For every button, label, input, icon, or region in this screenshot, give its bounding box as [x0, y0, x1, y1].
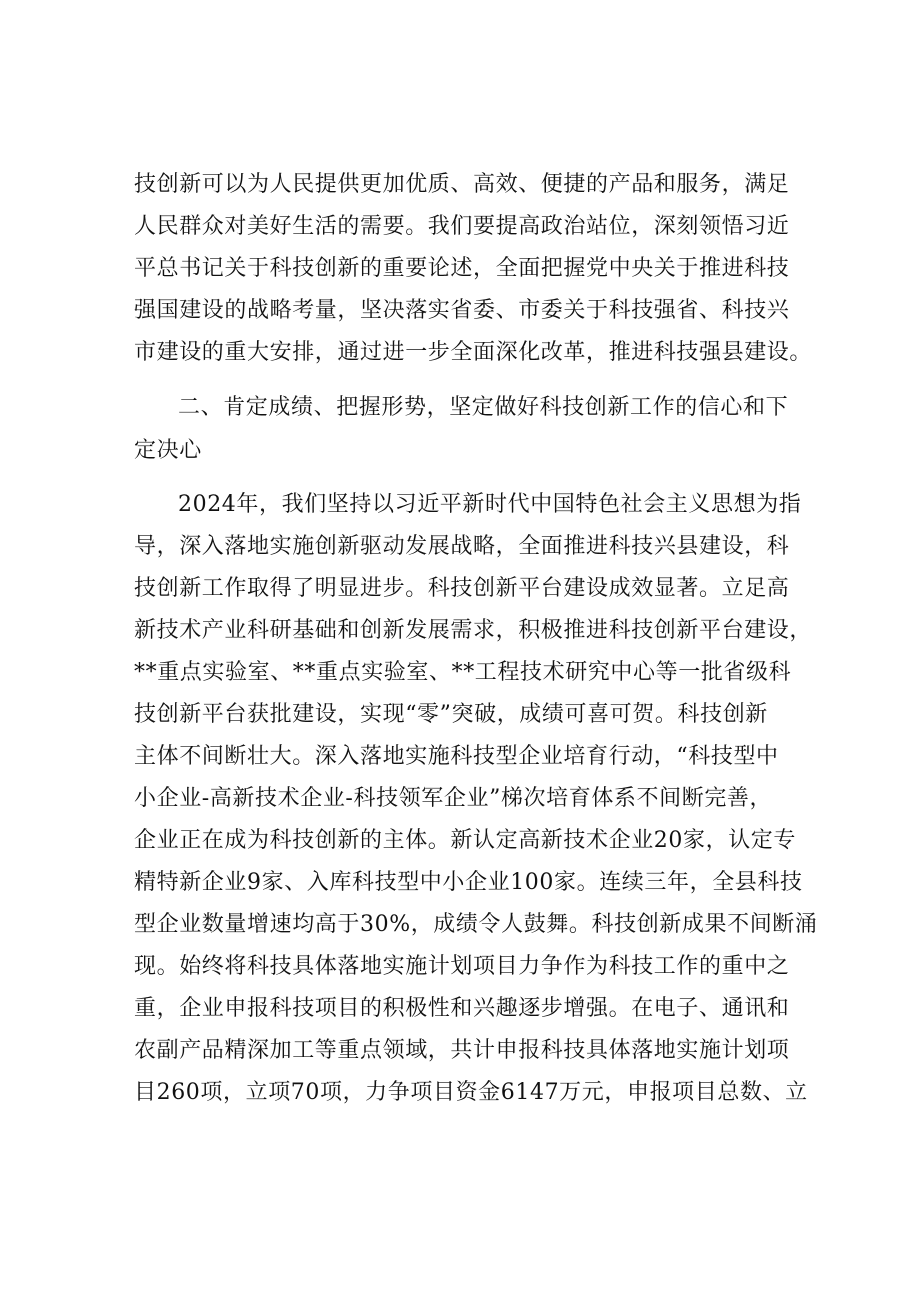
- text-line: 现。始终将科技具体落地实施计划项目力争作为科技工作的重中之: [134, 954, 790, 979]
- heading-line: 二、肯定成绩、把握形势，坚定做好科技创新工作的信心和下: [178, 395, 789, 420]
- text-line: 导，深入落地实施创新驱动发展战略，全面推进科技兴县建设，科: [134, 534, 790, 559]
- text-line: 小企业-高新技术企业-科技领军企业”梯次培育体系不间断完善，: [134, 786, 773, 811]
- text-line: 强国建设的战略考量，坚决落实省委、市委关于科技强省、科技兴: [134, 298, 790, 323]
- text-line: 重，企业申报科技项目的积极性和兴趣逐步增强。在电子、通讯和: [134, 996, 790, 1021]
- text-line: 2024年，我们坚持以习近平新时代中国特色社会主义思想为指: [178, 492, 802, 517]
- text-line: 市建设的重大安排，通过进一步全面深化改革，推进科技强县建设。: [134, 340, 813, 365]
- text-line: 主体不间断壮大。深入落地实施科技型企业培育行动，“科技型中: [134, 744, 779, 769]
- text-line: 精特新企业9家、入库科技型中小企业100家。连续三年，全县科技: [134, 870, 803, 895]
- text-line: 技创新平台获批建设，实现“零”突破，成绩可喜可贺。科技创新: [134, 702, 768, 727]
- text-line: 技创新可以为人民提供更加优质、高效、便捷的产品和服务，满足: [134, 172, 790, 197]
- text-line: **重点实验室、**重点实验室、**工程技术研究中心等一批省级科: [134, 660, 792, 685]
- text-line: 新技术产业科研基础和创新发展需求，积极推进科技创新平台建设，: [134, 618, 813, 643]
- text-line: 技创新工作取得了明显进步。科技创新平台建设成效显著。立足高: [134, 576, 790, 601]
- text-line: 平总书记关于科技创新的重要论述，全面把握党中央关于推进科技: [134, 256, 790, 281]
- heading-line: 定决心: [134, 438, 202, 463]
- text-line: 目260项，立项70项，力争项目资金6147万元，申报项目总数、立: [134, 1080, 808, 1105]
- text-line: 企业正在成为科技创新的主体。新认定高新技术企业20家，认定专: [134, 828, 796, 853]
- text-line: 人民群众对美好生活的需要。我们要提高政治站位，深刻领悟习近: [134, 214, 790, 239]
- text-line: 型企业数量增速均高于30%，成绩令人鼓舞。科技创新成果不间断涌: [134, 912, 818, 937]
- text-line: 农副产品精深加工等重点领域，共计申报科技具体落地实施计划项: [134, 1038, 790, 1063]
